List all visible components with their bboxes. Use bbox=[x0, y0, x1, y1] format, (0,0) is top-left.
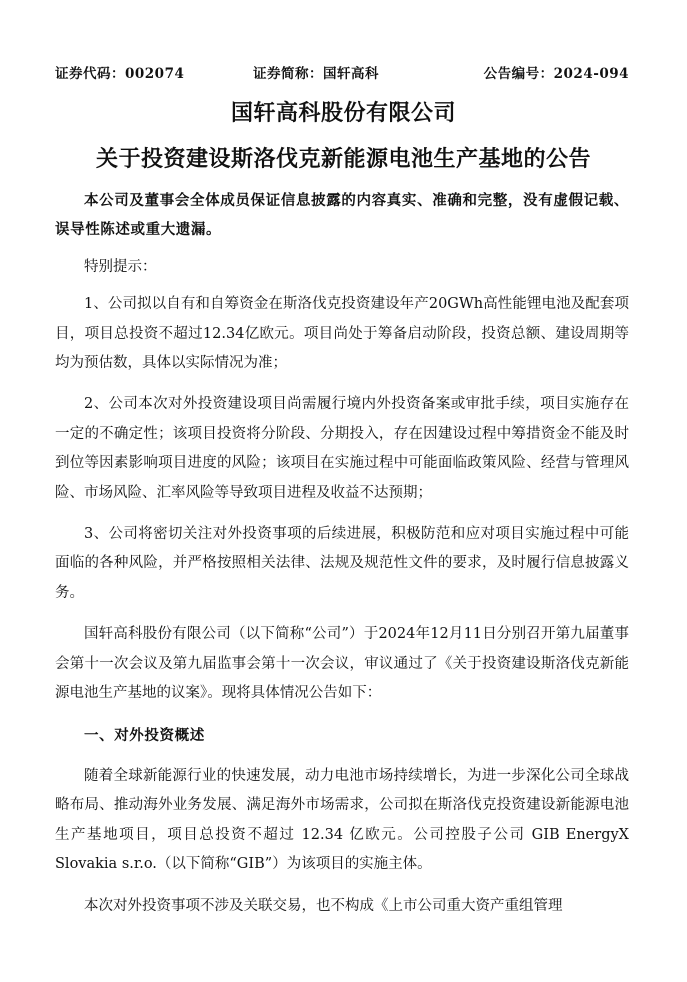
stock-code: 证券代码：002074 bbox=[55, 66, 185, 82]
announcement-number: 公告编号：2024-094 bbox=[483, 66, 629, 82]
tip-3: 3、公司将密切关注对外投资事项的后续进展，积极防范和应对项目实施过程中可能面临的各种风险，并严格按照相关法律、法规及规范性文件的要求，及时履行信息披露义务。 bbox=[55, 526, 629, 601]
announcement-body bbox=[55, 186, 629, 921]
intro-paragraph: 国轩高科股份有限公司（以下简称“公司”）于2024年12月11日分别召开第九届董事会第十一次会议及第九届监事会第十一次会议，审议通过了《关于投资建设斯洛伐克新能源电池生产基地的议案》。现将具体情况公告如下： bbox=[55, 626, 629, 702]
related-transaction-paragraph: 本次对外投资事项不涉及关联交易，也不构成《上市公司重大资产重组管理 bbox=[84, 897, 563, 914]
stock-name: 证券简称：国轩高科 bbox=[253, 66, 379, 82]
section-1-heading: 一、对外投资概述 bbox=[84, 726, 205, 744]
special-tips-label: 特别提示： bbox=[84, 258, 157, 275]
tip-1: 1、公司拟以自有和自筹资金在斯洛伐克投资建设年产20GWh高性能锂电池及配套项目，项目总投资不超过12.34亿欧元。项目尚处于筹备启动阶段，投资总额、建设周期等均为预估数，具体以实际情况为准； bbox=[55, 296, 629, 372]
board-statement: 本公司及董事会全体成员保证信息披露的内容真实、准确和完整，没有虚假记载、误导性陈述或重大遗漏。 bbox=[55, 192, 629, 239]
announcement-title: 关于投资建设斯洛伐克新能源电池生产基地的公告 bbox=[95, 147, 591, 172]
document-header bbox=[55, 62, 629, 80]
overview-paragraph: 随着全球新能源行业的快速发展，动力电池市场持续增长，为进一步深化公司全球战略布局、推动海外业务发展、满足海外市场需求，公司拟在斯洛伐克投资建设新能源电池生产基地项目，项目总投资不超过 12.34 亿欧元。公司控股子公司 GIB EnergyX Slovakia s.r.o.（以下简称“GIB”）为该项目的实施主体。 bbox=[55, 767, 629, 873]
tip-2: 2、公司本次对外投资建设项目尚需履行境内外投资备案或审批手续，项目实施存在一定的不确定性；该项目投资将分阶段、分期投入，存在因建设过程中筹措资金不能及时到位等因素影响项目进度的风险；该项目在实施过程中可能面临政策风险、经营与管理风险、市场风险、汇率风险等导致项目进程及收益不达预期； bbox=[55, 396, 629, 501]
company-title: 国轩高科股份有限公司 bbox=[230, 101, 456, 126]
